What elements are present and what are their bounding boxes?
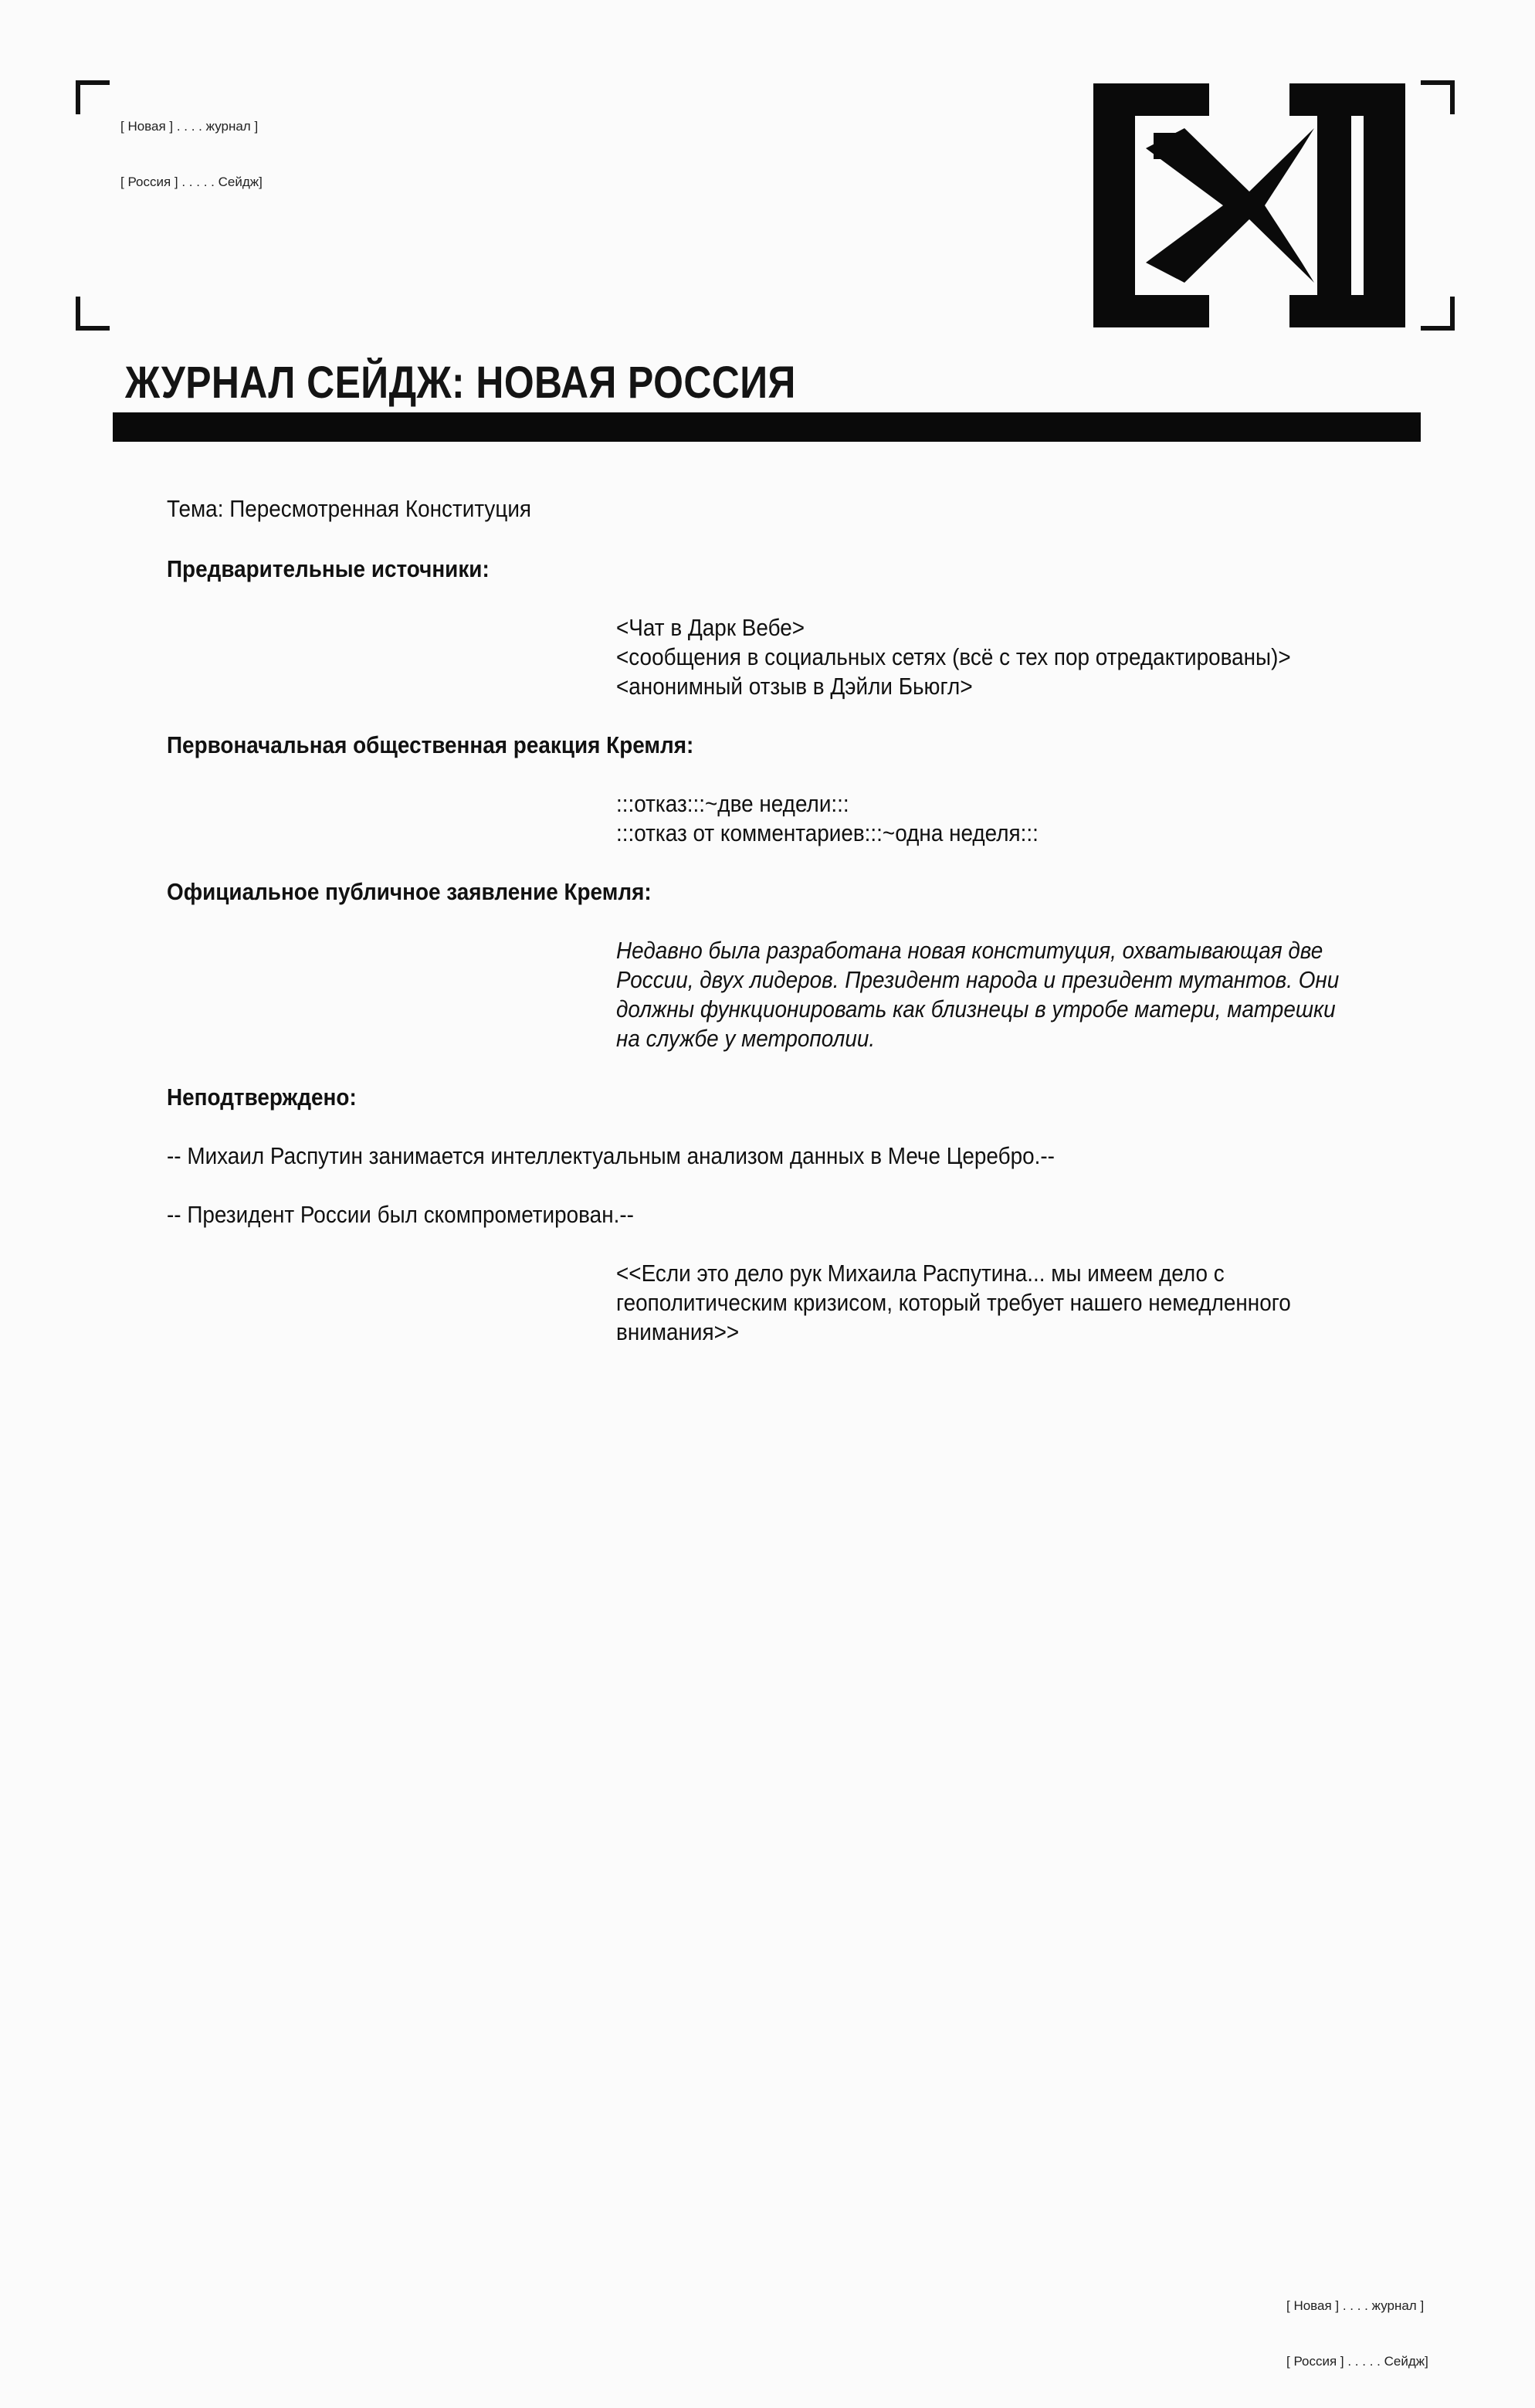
source-item: <сообщения в социальных сетях (всё с тех пор отредактированы)> — [616, 643, 1291, 670]
reaction-item: :::отказ от комментариев:::~одна неделя::: — [616, 819, 1039, 846]
statement-heading: Официальное публичное заявление Кремля: — [167, 878, 652, 905]
footer-meta — [1286, 2260, 1428, 2408]
source-item: <Чат в Дарк Вебе> — [616, 614, 805, 641]
footer-meta-line: [ Новая ] . . . . журнал ] — [1286, 2298, 1425, 2313]
quote-block — [616, 1259, 1291, 1347]
sources-heading: Предварительные источники: — [167, 555, 490, 582]
reaction-list — [616, 789, 1039, 848]
unconfirmed-item: -- Президент России был скомпрометирован.-- — [167, 1201, 634, 1228]
reaction-item: :::отказ:::~две недели::: — [616, 790, 849, 817]
page-title: ЖУРНАЛ СЕЙДЖ: НОВАЯ РОССИЯ — [125, 358, 796, 408]
quote-line: внимания>> — [616, 1318, 740, 1345]
quote-line: <<Если это дело рук Михаила Распутина... мы имеем дело с — [616, 1260, 1225, 1287]
topic-line: Тема: Пересмотренная Конституция — [167, 495, 532, 522]
x-men-logo-icon — [1093, 83, 1405, 327]
crop-mark-top-right — [1421, 80, 1455, 114]
crop-mark-bottom-left — [76, 297, 110, 331]
crop-mark-top-left — [76, 80, 110, 114]
header-meta — [120, 80, 263, 229]
reaction-heading: Первоначальная общественная реакция Кремля: — [167, 731, 694, 758]
title-underline-bar — [113, 412, 1421, 442]
unconfirmed-heading: Неподтверждено: — [167, 1084, 357, 1111]
quote-line: геополитическим кризисом, который требует нашего немедленного — [616, 1289, 1291, 1316]
statement-line: должны функционировать как близнецы в утробе матери, матрешки — [616, 995, 1336, 1023]
footer-meta-line: [ Россия ] . . . . . Сейдж] — [1286, 2354, 1428, 2369]
statement-line: на службе у метрополии. — [616, 1025, 876, 1052]
crop-mark-bottom-right — [1421, 297, 1455, 331]
header-meta-line: [ Новая ] . . . . журнал ] — [120, 119, 259, 134]
sources-list — [616, 613, 1291, 701]
statement-line: России, двух лидеров. Президент народа и президент мутантов. Они — [616, 966, 1340, 993]
source-item: <анонимный отзыв в Дэйли Бьюгл> — [616, 673, 973, 700]
unconfirmed-item: -- Михаил Распутин занимается интеллектуальным анализом данных в Мече Церебро.-- — [167, 1142, 1055, 1169]
statement-text — [616, 936, 1339, 1053]
header-meta-line: [ Россия ] . . . . . Сейдж] — [120, 175, 263, 189]
statement-line: Недавно была разработана новая конституция, охватывающая две — [616, 937, 1323, 964]
